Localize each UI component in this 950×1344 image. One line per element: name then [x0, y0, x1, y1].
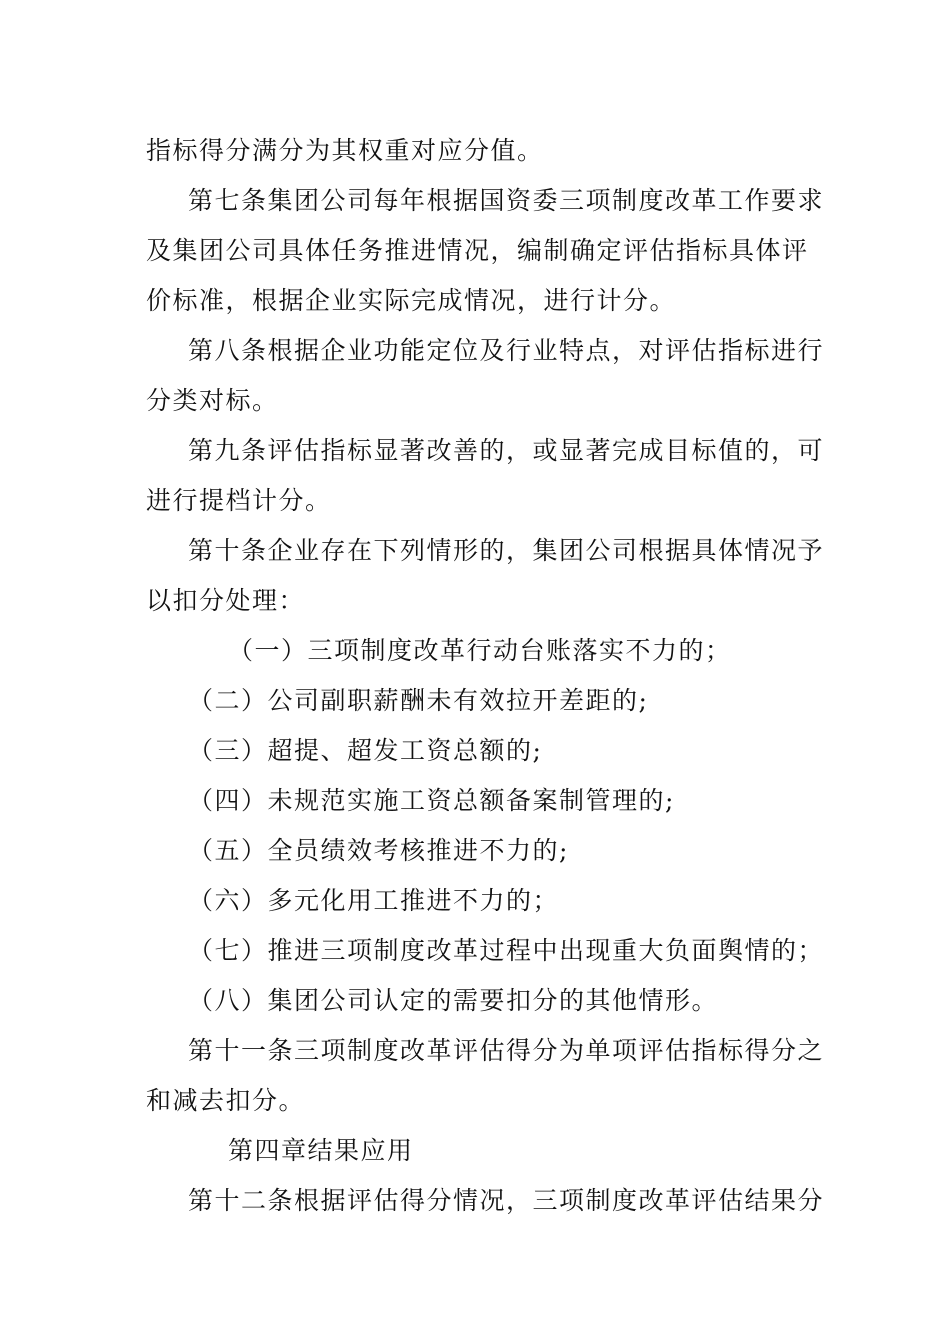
text-line: 指标得分满分为其权重对应分值。 [146, 136, 544, 165]
text-line: （二）公司副职薪酬未有效拉开差距的; [188, 686, 649, 715]
text-line: （一）三项制度改革行动台账落实不力的； [228, 636, 732, 665]
text-line: （七）推进三项制度改革过程中出现重大负面舆情的； [188, 936, 825, 965]
text-line: （八）集团公司认定的需要扣分的其他情形。 [188, 986, 719, 1015]
text-line: 进行提档计分。 [146, 486, 332, 515]
text-line: 第九条评估指标显著改善的，或显著完成目标值的，可 [188, 436, 825, 465]
text-line: （三）超提、超发工资总额的; [188, 736, 543, 765]
text-line: 价标准，根据企业实际完成情况，进行计分。 [146, 286, 677, 315]
chapter-heading: 第四章结果应用 [228, 1136, 414, 1165]
text-line: 第十一条三项制度改革评估得分为单项评估指标得分之 [188, 1036, 825, 1065]
text-line: 第十二条根据评估得分情况，三项制度改革评估结果分 [188, 1186, 825, 1215]
text-line: 第七条集团公司每年根据国资委三项制度改革工作要求 [188, 186, 825, 215]
text-line: 分类对标。 [146, 386, 279, 415]
text-line: （四）未规范实施工资总额备案制管理的; [188, 786, 675, 815]
text-line: （五）全员绩效考核推进不力的; [188, 836, 569, 865]
text-line: 和减去扣分。 [146, 1086, 306, 1115]
text-line: 及集团公司具体任务推进情况，编制确定评估指标具体评 [146, 236, 809, 265]
text-line: （六）多元化用工推进不力的； [188, 886, 560, 915]
text-line: 以扣分处理： [146, 586, 306, 615]
text-line: 第八条根据企业功能定位及行业特点，对评估指标进行 [188, 336, 825, 365]
text-line: 第十条企业存在下列情形的，集团公司根据具体情况予 [188, 536, 825, 565]
